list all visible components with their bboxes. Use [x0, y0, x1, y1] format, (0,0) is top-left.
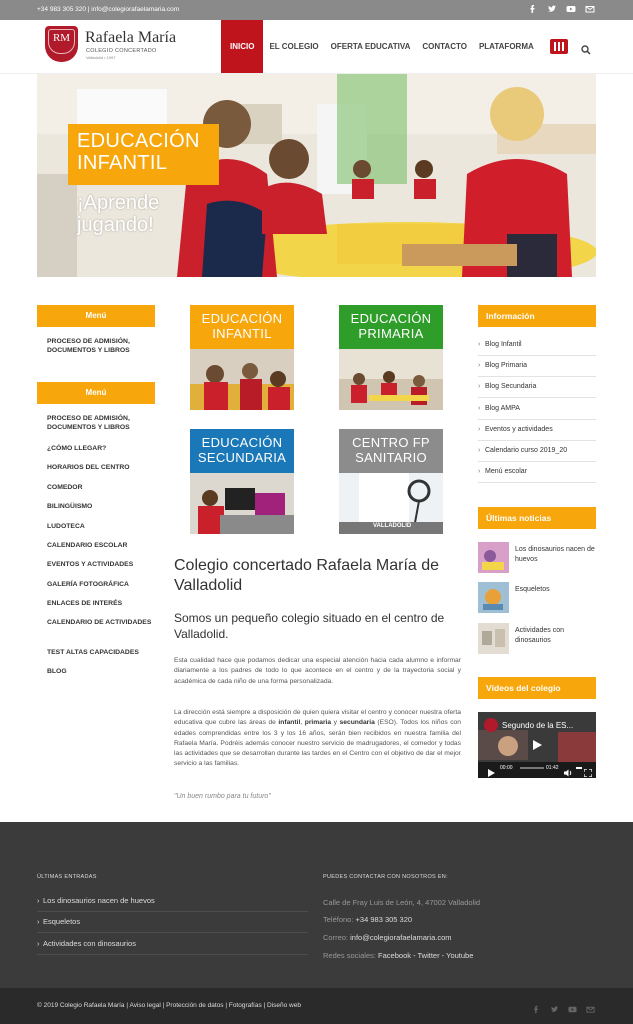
hero-slogan-line2: jugando! [77, 214, 154, 236]
info-widget-title: Información [478, 305, 596, 327]
hero-label-line1: EDUCACIÓN [77, 130, 200, 152]
video-duration: 01:42 [546, 765, 559, 771]
tile-fp-line1: CENTRO FP [352, 435, 430, 450]
tile-primaria[interactable] [339, 305, 443, 410]
footer-phone-label: Teléfono: [323, 915, 354, 924]
news-item[interactable] [478, 582, 596, 614]
tile-infantil-line1: EDUCACIÓN [201, 311, 283, 326]
footer-social-row [323, 951, 473, 960]
footer-email-row [323, 933, 452, 942]
videos-widget-title: Vídeos del colegio [478, 677, 596, 699]
left-menu-2-item-eventos[interactable]: EVENTOS Y ACTIVIDADES [47, 561, 134, 568]
info-link-blog-secundaria[interactable]: › Blog Secundaria [478, 377, 596, 398]
footer-email[interactable]: info@colegiorafaelamaria.com [350, 933, 452, 942]
news-thumb [478, 582, 509, 613]
info-link-blog-primaria[interactable]: › Blog Primaria [478, 356, 596, 377]
bottom-bar [0, 988, 633, 1024]
footer-entry[interactable]: › Los dinosaurios nacen de huevos [37, 891, 308, 912]
nav-el-colegio[interactable]: EL COLEGIO [269, 42, 319, 51]
logo-tagline: Valladolid • 1997 [86, 55, 116, 60]
school-logo[interactable] [45, 26, 78, 62]
tile-infantil-caption [190, 305, 294, 349]
site-header [0, 20, 633, 74]
video-player[interactable] [478, 712, 596, 778]
site-footer [0, 822, 633, 988]
tile-secundaria-photo [190, 473, 294, 534]
tile-primaria-caption [339, 305, 443, 349]
top-contact[interactable]: +34 983 305 320 | info@colegiorafaelamaria.com [37, 6, 180, 13]
fullscreen-icon[interactable] [584, 764, 592, 778]
mail-icon[interactable] [585, 4, 595, 14]
footer-email-label: Correo: [323, 933, 349, 942]
footer-address: Calle de Fray Luis de León, 4, 47002 Valladolid [323, 898, 481, 907]
news-item[interactable] [478, 623, 596, 655]
para2-bold-primaria: primaria [304, 719, 332, 727]
info-link-eventos[interactable]: › Eventos y actividades [478, 420, 596, 441]
footer-phone-row [323, 915, 412, 924]
calendar-icon[interactable] [550, 39, 568, 54]
info-link-blog-ampa[interactable]: › Blog AMPA [478, 399, 596, 420]
top-social-links [528, 4, 595, 14]
video-progress-bar[interactable] [520, 767, 544, 769]
intro-paragraph-2 [174, 708, 461, 770]
left-menu-1-title: Menú [37, 305, 155, 327]
footer-social-label: Redes sociales: [323, 951, 376, 960]
tile-infantil-line2: INFANTIL [212, 326, 272, 341]
para2-text-c1: , [300, 719, 305, 727]
search-icon[interactable] [581, 42, 591, 52]
footer-social-links[interactable]: Facebook - Twitter - Youtube [378, 951, 474, 960]
left-menu-2-title: Menú [37, 382, 155, 404]
volume-slider[interactable] [576, 767, 582, 769]
twitter-icon[interactable] [547, 4, 557, 14]
news-widget-title: Últimas noticias [478, 507, 596, 529]
nav-oferta-educativa[interactable]: OFERTA EDUCATIVA [330, 42, 411, 51]
main-nav [221, 20, 591, 73]
tile-primaria-photo [339, 349, 443, 410]
news-title[interactable]: Los dinosaurios nacen de huevos [515, 546, 595, 563]
play-icon[interactable] [531, 738, 543, 756]
logo-title[interactable]: Rafaela María [85, 29, 177, 46]
news-title[interactable]: Esqueletos [515, 586, 550, 593]
hero-label-line2: INFANTIL [77, 152, 168, 174]
hero-slogan-line1: ¡Aprende [77, 192, 160, 214]
tile-secundaria[interactable] [190, 429, 294, 534]
tile-fp-line2: SANITARIO [355, 450, 427, 465]
info-link-calendario[interactable]: › Calendario curso 2019_20 [478, 441, 596, 462]
facebook-icon[interactable] [528, 4, 538, 14]
copyright-links[interactable]: © 2019 Colegio Rafaela María | Aviso legal | Protección de datos | Fotografías | Diseño web [37, 1002, 301, 1009]
tile-primaria-line1: EDUCACIÓN [350, 311, 432, 326]
nav-plataforma[interactable]: PLATAFORMA [478, 42, 534, 51]
tile-fp-badge: VALLADOLID [373, 523, 412, 529]
tile-infantil[interactable] [190, 305, 294, 410]
logo-subtitle: COLEGIO CONCERTADO [86, 48, 157, 54]
news-title[interactable]: Actividades con dinosaurios [515, 627, 565, 644]
para2-bold-infantil: infantil [278, 719, 301, 727]
footer-contact-title: PUEDES CONTACTAR CON NOSOTROS EN: [323, 874, 448, 880]
video-caption: Segundo de la ES... [502, 721, 574, 730]
tile-secundaria-line1: EDUCACIÓN [201, 435, 283, 450]
mail-icon[interactable] [586, 1001, 595, 1010]
tile-fp-caption [339, 429, 443, 473]
left-menu-2-item-como-llegar[interactable]: ¿CÓMO LLEGAR? [47, 445, 107, 452]
facebook-icon[interactable] [532, 1001, 541, 1010]
left-menu-2-item-calendario[interactable]: CALENDARIO ESCOLAR [47, 542, 128, 549]
para2-text-d: (ESO). Todos los niños con edades comprendidas entre los 3 y los 16 años, serán bien recibidos en nuestra familia del Rafaela María. Podréis además conocer nuestro servicio de madrugadores, el comedor y todas las actividades que se desarrollan durante las tardes en el Centro con el objetivo de dar el mejor servicio a las familias. [174, 719, 461, 768]
footer-phone[interactable]: +34 983 305 320 [355, 915, 413, 924]
school-motto: "Un buen rumbo para tu futuro" [174, 793, 271, 800]
video-current-time: 00:00 [500, 765, 513, 771]
left-menu-2-item-enlaces[interactable]: ENLACES DE INTERÉS [47, 600, 123, 607]
left-menu-2-item-comedor[interactable]: COMEDOR [47, 484, 83, 491]
volume-icon[interactable] [564, 764, 573, 778]
play-icon[interactable] [487, 764, 495, 778]
left-menu-2-item-ludoteca[interactable]: LUDOTECA [47, 523, 85, 530]
para2-text-a: La dirección está siempre a disposición de quien quiera visitar el centro y conocer nuestra oferta educativa que cubre las áreas de [174, 709, 461, 727]
footer-entry[interactable]: › Actividades con dinosaurios [37, 934, 308, 955]
left-menu-2-item-admision[interactable]: PROCESO DE ADMISIÓN, DOCUMENTOS Y LIBROS [47, 415, 130, 431]
tile-fp-sanitario[interactable] [339, 429, 443, 534]
tile-infantil-photo [190, 349, 294, 410]
info-link-menu-escolar[interactable]: › Menú escolar [478, 462, 596, 483]
footer-entry[interactable]: › Esqueletos [37, 912, 308, 933]
nav-contacto[interactable]: CONTACTO [422, 42, 467, 51]
page-title: Colegio concertado Rafaela María de Valladolid [174, 557, 440, 594]
twitter-icon[interactable] [550, 1001, 559, 1010]
channel-avatar [484, 718, 498, 732]
page-subtitle: Somos un pequeño colegio situado en el centro de Valladolid. [174, 611, 445, 641]
logo-mark: RM [52, 32, 71, 44]
tile-secundaria-line2: SECUNDARIA [197, 450, 287, 465]
tile-secundaria-caption [190, 429, 294, 473]
nav-inicio[interactable]: INICIO [221, 20, 263, 73]
para2-bold-secundaria: secundaria [339, 719, 375, 727]
hero-label [68, 124, 219, 185]
top-bar [0, 0, 633, 20]
left-menu-2-item-bilinguismo[interactable]: BILINGÜISMO [47, 503, 93, 510]
left-menu-2-item-galeria[interactable]: GALERÍA FOTOGRÁFICA [47, 581, 129, 588]
news-thumb [478, 623, 509, 654]
left-menu-2-item-blog[interactable]: BLOG [47, 668, 67, 675]
info-link-blog-infantil[interactable]: › Blog Infantil [478, 335, 596, 356]
left-menu-2-item-horarios[interactable]: HORARIOS DEL CENTRO [47, 464, 130, 471]
news-thumb [478, 542, 509, 573]
news-item[interactable] [478, 542, 596, 574]
left-menu-2-item-calendario-actividades[interactable]: CALENDARIO DE ACTIVIDADES [47, 619, 152, 626]
footer-entries-title: ÚLTIMAS ENTRADAS [37, 874, 97, 880]
left-menu-2-item-test[interactable]: TEST ALTAS CAPACIDADES [47, 649, 139, 656]
tile-primaria-line2: PRIMARIA [358, 326, 424, 341]
intro-paragraph-1: Esta cualidad hace que podamos dedicar una especial atención hacia cada alumno e informar diariamente a los padres de todo lo que acontece en el centro y de la trayectoria social y académica de cada niño de una forma personalizada. [174, 657, 461, 685]
youtube-icon[interactable] [566, 4, 576, 14]
para2-text-c2: y [331, 719, 340, 727]
hero-slogan [77, 192, 159, 236]
youtube-icon[interactable] [568, 1001, 577, 1010]
bottom-social-links [532, 1001, 595, 1010]
left-menu-1-item-admision[interactable]: PROCESO DE ADMISIÓN, DOCUMENTOS Y LIBROS [47, 338, 130, 354]
